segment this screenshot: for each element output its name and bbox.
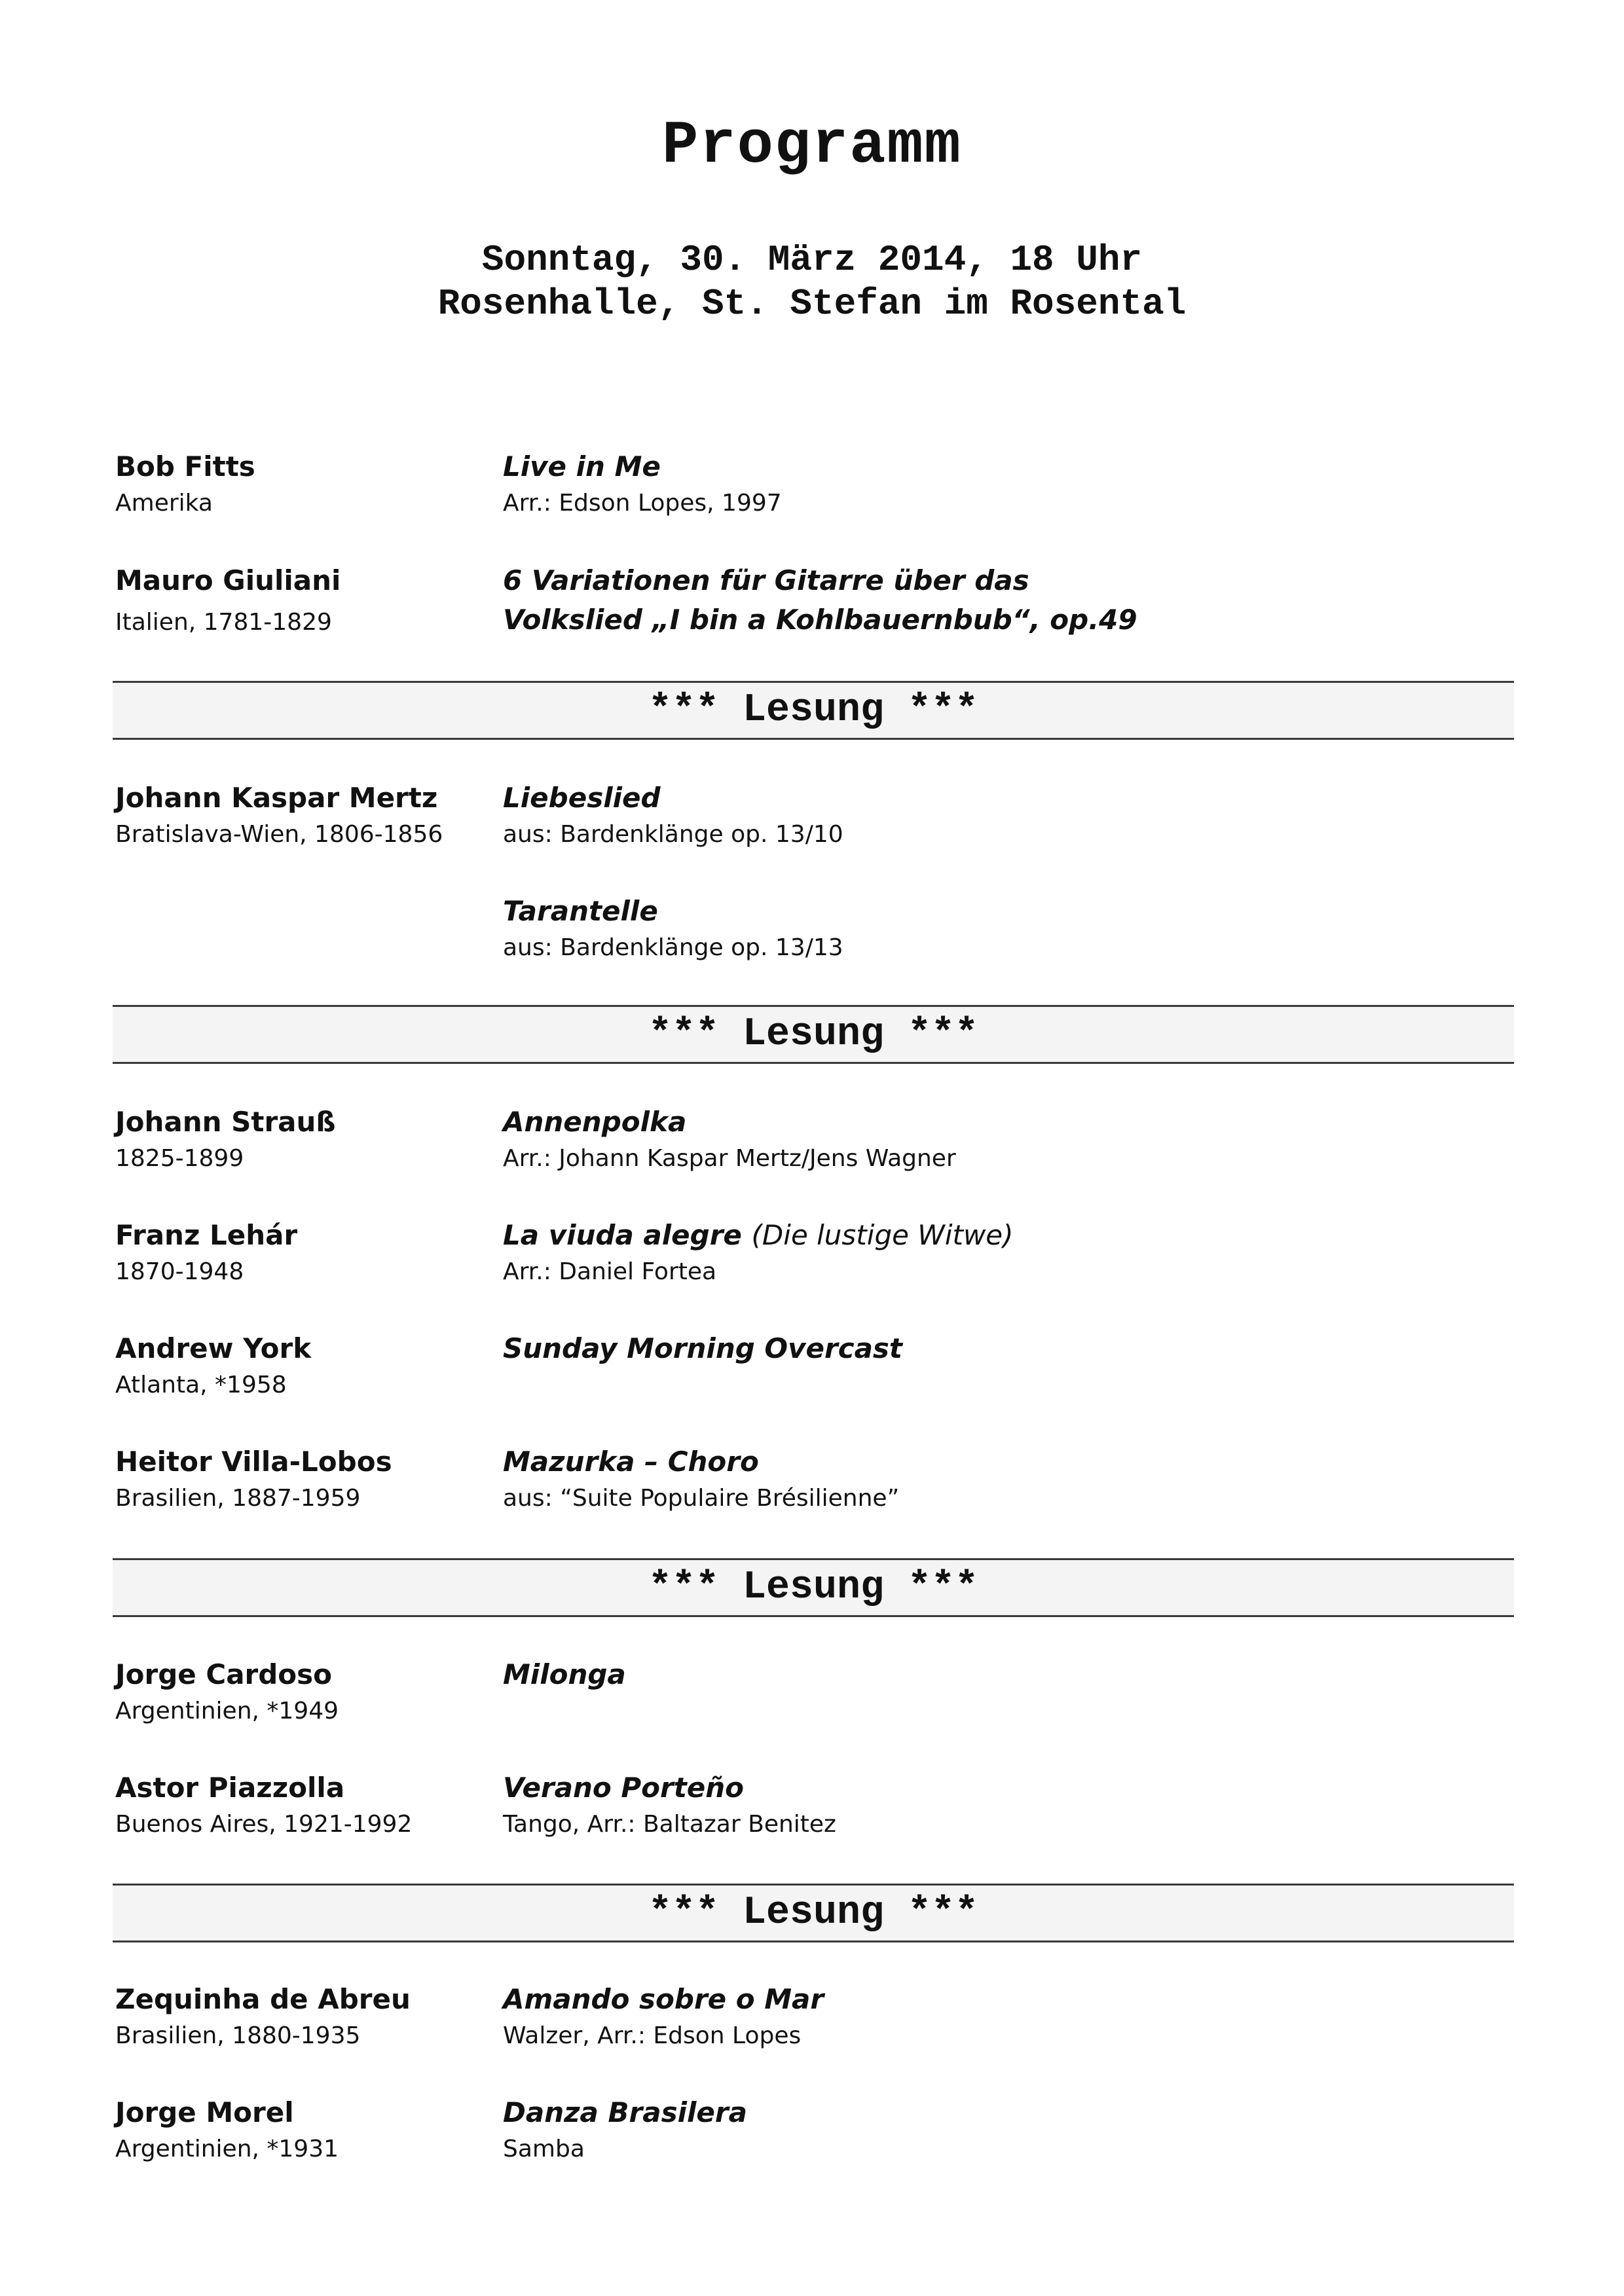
work-title-subtitle: (Die lustige Witwe) [751,1219,1014,1251]
work-detail: Samba [503,2136,585,2162]
work-detail: Arr.: Johann Kaspar Mertz/Jens Wagner [503,1145,956,1172]
work-detail: Walzer, Arr.: Edson Lopes [503,2022,802,2049]
composer-origin: Brasilien, 1887-1959 [115,1485,361,1512]
composer-name: Zequinha de Abreu [115,1983,411,2015]
composer-origin: Argentinien, *1931 [115,2136,339,2162]
work-title: Annenpolka [503,1106,687,1138]
composer-name: Johann Kaspar Mertz [115,782,438,814]
work-detail: aus: Bardenklänge op. 13/13 [503,934,843,961]
composer-origin: Brasilien, 1880-1935 [115,2022,361,2049]
composer-origin: Amerika [115,490,213,517]
work-title: Tarantelle [503,895,658,927]
reading-interlude: *** Lesung *** [113,1884,1514,1942]
reading-interlude: *** Lesung *** [113,1005,1514,1064]
composer-name: Mauro Giuliani [115,564,341,596]
work-detail: Arr.: Daniel Fortea [503,1258,717,1285]
work-title [503,1219,1014,1251]
composer-name: Bob Fitts [115,450,255,483]
composer-origin: Italien, 1781-1829 [115,609,332,636]
work-title: Amando sobre o Mar [503,1983,824,2015]
composer-name: Andrew York [115,1332,312,1364]
composer-origin: 1870-1948 [115,1258,244,1285]
work-title: Live in Me [503,450,661,483]
work-detail: Tango, Arr.: Baltazar Benitez [503,1811,836,1838]
work-title-line-1: 6 Variationen für Gitarre über das [503,564,1029,596]
concert-date: Sonntag, 30. März 2014, 18 Uhr [481,239,1143,281]
composer-name: Jorge Cardoso [115,1658,333,1690]
work-title: Verano Porteño [503,1772,745,1804]
reading-interlude: *** Lesung *** [113,1558,1514,1617]
composer-name: Franz Lehár [115,1219,298,1251]
composer-name: Astor Piazzolla [115,1772,345,1804]
composer-origin: Buenos Aires, 1921-1992 [115,1811,413,1838]
work-detail: aus: “Suite Populaire Brésilienne” [503,1485,900,1512]
work-title: Liebeslied [503,782,661,814]
composer-origin: 1825-1899 [115,1145,244,1172]
work-title-line-2: Volkslied „I bin a Kohlbauernbub“, op.49 [503,604,1137,636]
composer-origin: Argentinien, *1949 [115,1698,339,1724]
work-detail: Arr.: Edson Lopes, 1997 [503,490,782,517]
composer-name: Jorge Morel [115,2096,294,2128]
work-title: Sunday Morning Overcast [503,1332,903,1364]
work-title-main: La viuda alegre [503,1219,742,1251]
reading-interlude: *** Lesung *** [113,681,1514,740]
composer-origin: Bratislava-Wien, 1806-1856 [115,821,443,848]
page-title: Programm [662,111,962,180]
composer-name: Heitor Villa-Lobos [115,1446,392,1478]
work-title: Milonga [503,1658,626,1690]
composer-name: Johann Strauß [115,1106,336,1138]
work-title: Danza Brasilera [503,2096,747,2128]
work-detail: aus: Bardenklänge op. 13/10 [503,821,843,848]
work-title: Mazurka – Choro [503,1446,759,1478]
composer-origin: Atlanta, *1958 [115,1372,287,1398]
concert-venue: Rosenhalle, St. Stefan im Rosental [437,283,1187,325]
